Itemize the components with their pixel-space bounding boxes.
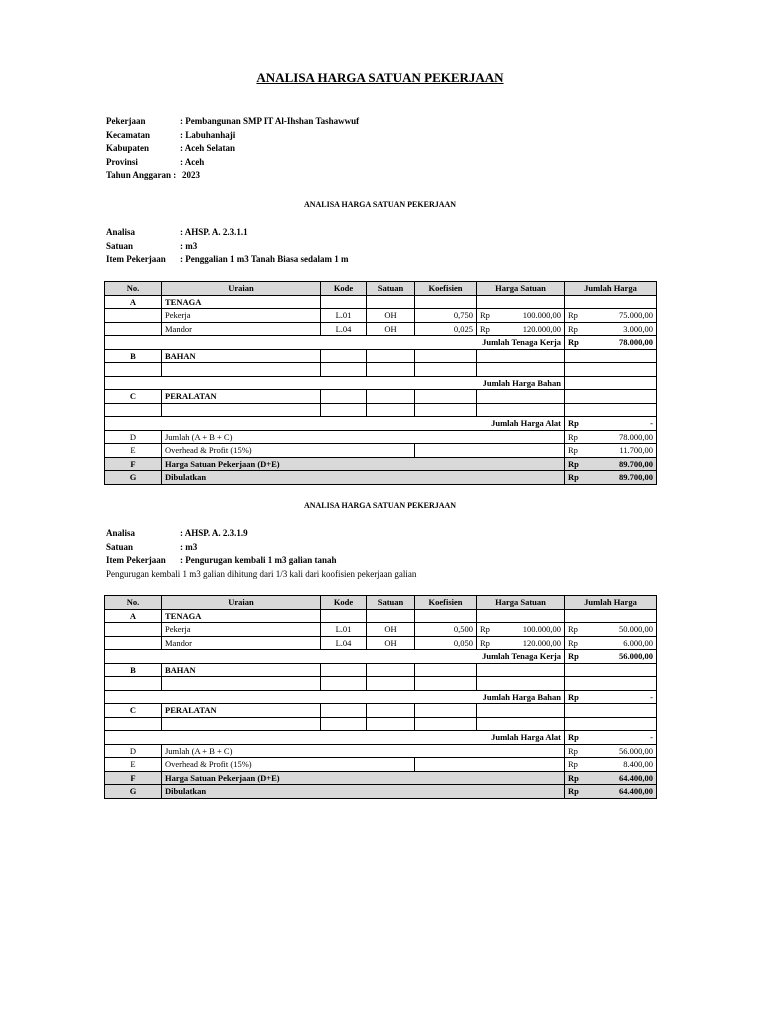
section-no: B: [105, 349, 162, 363]
currency-label: Rp: [568, 418, 579, 429]
analysis-1-table: [104, 281, 657, 485]
price-value: 120.000,00: [522, 637, 561, 648]
col-header-kode: Kode: [321, 282, 367, 296]
subtotal-label: Jumlah Tenaga Kerja: [105, 336, 565, 350]
subtotal-label: Jumlah Harga Bahan: [105, 690, 565, 704]
price-value: 100.000,00: [522, 310, 561, 321]
summary-label: Dibulatkan: [162, 471, 565, 485]
info-value: : Pengurugan kembali 1 m3 galian tanah: [180, 555, 337, 565]
subtotal-amount: [565, 336, 657, 350]
amount-value: 50.000,00: [619, 624, 653, 635]
info-value: : Penggalian 1 m3 Tanah Biasa sedalam 1 m: [180, 254, 349, 264]
item-code: L.01: [321, 623, 367, 637]
subtotal-row-peralatan: [105, 417, 657, 431]
empty-row: [105, 717, 657, 731]
item-coef: 0,050: [415, 636, 477, 650]
col-header-koefisien: Koefisien: [415, 596, 477, 610]
info-label: Analisa: [106, 227, 136, 237]
summary-amount: [565, 771, 657, 785]
summary-no: G: [105, 471, 162, 485]
col-header-uraian: Uraian: [162, 282, 321, 296]
summary-value: 64.400,00: [619, 772, 653, 783]
section-no: A: [105, 295, 162, 309]
table-row: [105, 636, 657, 650]
currency-label: Rp: [568, 759, 578, 770]
info-label: Tahun Anggaran :: [106, 170, 177, 180]
summary-label: Dibulatkan: [162, 785, 565, 799]
item-code: L.01: [321, 309, 367, 323]
summary-row-d: [105, 430, 657, 444]
summary-label: Jumlah (A + B + C): [162, 744, 565, 758]
subtotal-label: Jumlah Tenaga Kerja: [105, 650, 565, 664]
item-code: L.04: [321, 636, 367, 650]
currency-label: Rp: [568, 445, 578, 456]
summary-value: 64.400,00: [619, 786, 653, 797]
table-row: [105, 623, 657, 637]
item-price: [477, 309, 565, 323]
empty-row: [105, 677, 657, 691]
currency-label: Rp: [480, 310, 490, 321]
item-name: Pekerja: [162, 309, 321, 323]
table-row: [105, 322, 657, 336]
summary-amount: [565, 471, 657, 485]
item-coef: 0,750: [415, 309, 477, 323]
currency-label: Rp: [568, 651, 579, 662]
currency-label: Rp: [568, 772, 579, 783]
currency-label: Rp: [568, 337, 579, 348]
item-name: Pekerja: [162, 623, 321, 637]
summary-value: 56.000,00: [619, 745, 653, 756]
summary-amount: [565, 444, 657, 458]
currency-label: Rp: [568, 637, 578, 648]
amount-value: 75.000,00: [619, 310, 653, 321]
currency-label: Rp: [480, 637, 490, 648]
subtotal-value: -: [650, 691, 653, 702]
item-unit: OH: [367, 623, 415, 637]
item-price: [477, 623, 565, 637]
summary-label: Overhead & Profit (15%): [162, 758, 415, 772]
item-amount: [565, 309, 657, 323]
subtotal-amount: [565, 376, 657, 390]
subtotal-row-tenaga: [105, 336, 657, 350]
section-row-peralatan: [105, 390, 657, 404]
info-value: : Pembangunan SMP IT Al-Ihshan Tashawwuf: [180, 116, 360, 126]
amount-value: 3.000,00: [623, 323, 653, 334]
item-unit: OH: [367, 322, 415, 336]
section-label: TENAGA: [162, 295, 321, 309]
empty-row: [105, 363, 657, 377]
summary-value: 89.700,00: [619, 458, 653, 469]
summary-row-g: [105, 471, 657, 485]
info-value: : Labuhanhaji: [180, 129, 236, 140]
col-header-harga-satuan: Harga Satuan: [477, 282, 565, 296]
summary-amount: [565, 430, 657, 444]
info-label: Provinsi: [106, 156, 138, 167]
section-label: TENAGA: [162, 609, 321, 623]
summary-label: Harga Satuan Pekerjaan (D+E): [162, 771, 565, 785]
summary-label: Overhead & Profit (15%): [162, 444, 415, 458]
subtotal-label: Jumlah Harga Alat: [105, 417, 565, 431]
summary-no: G: [105, 785, 162, 799]
info-label: Item Pekerjaan: [106, 555, 166, 565]
item-amount: [565, 636, 657, 650]
summary-row-f: [105, 771, 657, 785]
subtotal-amount: [565, 731, 657, 745]
price-value: 100.000,00: [522, 624, 561, 635]
section-label: PERALATAN: [162, 704, 321, 718]
page-title: ANALISA HARGA SATUAN PEKERJAAN: [256, 70, 504, 85]
info-label: Pekerjaan: [106, 116, 146, 126]
summary-no: D: [105, 430, 162, 444]
info-label: Kabupaten: [106, 143, 150, 153]
section-label: BAHAN: [162, 663, 321, 677]
section-row-bahan: [105, 349, 657, 363]
section-no: C: [105, 704, 162, 718]
subtotal-amount: [565, 690, 657, 704]
col-header-satuan: Satuan: [367, 596, 415, 610]
analysis-2-subtitle: ANALISA HARGA SATUAN PEKERJAAN: [303, 501, 457, 510]
info-label: Item Pekerjaan: [106, 254, 166, 264]
summary-row-d: [105, 744, 657, 758]
subtotal-value: -: [650, 732, 653, 743]
info-value: : Aceh: [180, 156, 205, 167]
section-row-tenaga: [105, 609, 657, 623]
summary-no: E: [105, 444, 162, 458]
subtotal-value: 78.000,00: [619, 337, 653, 348]
section-no: B: [105, 663, 162, 677]
summary-amount: [565, 758, 657, 772]
col-header-satuan: Satuan: [367, 282, 415, 296]
info-value: : m3: [180, 541, 198, 552]
summary-no: D: [105, 744, 162, 758]
item-price: [477, 636, 565, 650]
col-header-jumlah-harga: Jumlah Harga: [565, 596, 657, 610]
info-value: : AHSP. A. 2.3.1.1: [180, 227, 248, 237]
currency-label: Rp: [480, 323, 490, 334]
info-value: : m3: [180, 240, 198, 251]
section-row-peralatan: [105, 704, 657, 718]
table-header-row: [105, 596, 657, 610]
info-value: 2023: [182, 170, 200, 180]
col-header-harga-satuan: Harga Satuan: [477, 596, 565, 610]
info-label: Satuan: [106, 240, 134, 251]
col-header-no: No.: [105, 596, 162, 610]
subtotal-row-bahan: [105, 376, 657, 390]
currency-label: Rp: [568, 431, 578, 442]
currency-label: Rp: [568, 745, 578, 756]
empty-row: [105, 403, 657, 417]
item-name: Mandor: [162, 322, 321, 336]
item-coef: 0,500: [415, 623, 477, 637]
info-value: : Aceh Selatan: [180, 143, 235, 153]
summary-no: E: [105, 758, 162, 772]
info-label: Kecamatan: [106, 129, 150, 140]
item-name: Mandor: [162, 636, 321, 650]
item-amount: [565, 322, 657, 336]
summary-row-e: [105, 444, 657, 458]
col-header-koefisien: Koefisien: [415, 282, 477, 296]
summary-amount: [565, 457, 657, 471]
summary-row-e: [105, 758, 657, 772]
analysis-2-note: Pengurugan kembali 1 m3 galian dihitung dari 1/3 kali dari koofisien pekerjaan galian: [106, 569, 417, 579]
item-code: L.04: [321, 322, 367, 336]
item-coef: 0,025: [415, 322, 477, 336]
subtotal-label: Jumlah Harga Bahan: [105, 376, 565, 390]
currency-label: Rp: [568, 472, 579, 483]
item-price: [477, 322, 565, 336]
summary-no: F: [105, 771, 162, 785]
section-no: A: [105, 609, 162, 623]
summary-value: 11.700,00: [619, 445, 653, 456]
subtotal-row-tenaga: [105, 650, 657, 664]
item-amount: [565, 623, 657, 637]
analysis-1-subtitle: ANALISA HARGA SATUAN PEKERJAAN: [303, 200, 457, 209]
analysis-2-table: [104, 595, 657, 799]
subtotal-row-bahan: [105, 690, 657, 704]
col-header-uraian: Uraian: [162, 596, 321, 610]
currency-label: Rp: [568, 691, 579, 702]
section-row-bahan: [105, 663, 657, 677]
section-no: C: [105, 390, 162, 404]
subtotal-value: -: [650, 418, 653, 429]
col-header-kode: Kode: [321, 596, 367, 610]
currency-label: Rp: [568, 310, 578, 321]
currency-label: Rp: [568, 458, 579, 469]
summary-amount: [565, 785, 657, 799]
table-header-row: [105, 282, 657, 296]
section-row-tenaga: [105, 295, 657, 309]
section-label: PERALATAN: [162, 390, 321, 404]
summary-value: 78.000,00: [619, 431, 653, 442]
currency-label: Rp: [568, 786, 579, 797]
col-header-jumlah-harga: Jumlah Harga: [565, 282, 657, 296]
summary-value: 8.400,00: [623, 759, 653, 770]
summary-label: Harga Satuan Pekerjaan (D+E): [162, 457, 565, 471]
summary-value: 89.700,00: [619, 472, 653, 483]
subtotal-row-peralatan: [105, 731, 657, 745]
currency-label: Rp: [568, 624, 578, 635]
summary-no: F: [105, 457, 162, 471]
item-unit: OH: [367, 636, 415, 650]
amount-value: 6.000,00: [623, 637, 653, 648]
summary-amount: [565, 744, 657, 758]
price-value: 120.000,00: [522, 323, 561, 334]
summary-row-g: [105, 785, 657, 799]
summary-label: Jumlah (A + B + C): [162, 430, 565, 444]
subtotal-amount: [565, 417, 657, 431]
info-value: : AHSP. A. 2.3.1.9: [180, 528, 248, 538]
summary-row-f: [105, 457, 657, 471]
currency-label: Rp: [568, 323, 578, 334]
col-header-no: No.: [105, 282, 162, 296]
section-label: BAHAN: [162, 349, 321, 363]
subtotal-amount: [565, 650, 657, 664]
currency-label: Rp: [480, 624, 490, 635]
subtotal-label: Jumlah Harga Alat: [105, 731, 565, 745]
table-row: [105, 309, 657, 323]
item-unit: OH: [367, 309, 415, 323]
subtotal-value: 56.000,00: [619, 651, 653, 662]
info-label: Satuan: [106, 541, 134, 552]
currency-label: Rp: [568, 732, 579, 743]
info-label: Analisa: [106, 528, 136, 538]
